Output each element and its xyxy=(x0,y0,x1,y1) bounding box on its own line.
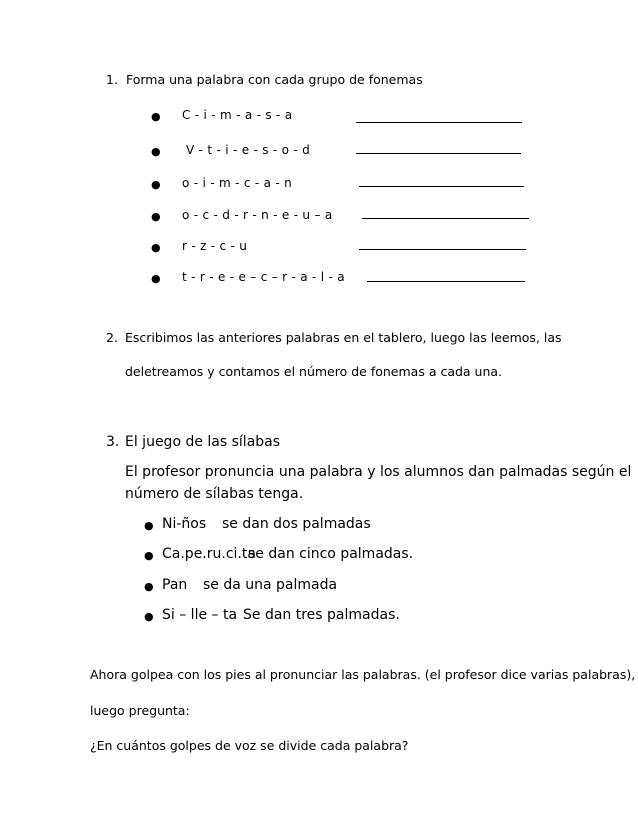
phoneme-group-2: V - t - i - e - s - o - d xyxy=(186,143,311,157)
answer-line-4 xyxy=(362,218,529,219)
footer-line1: Ahora golpea con los pies al pronunciar las palabras. (el profesor dice varias palabras), xyxy=(90,667,636,682)
section3-intro-line2: número de sílabas tenga. xyxy=(125,486,304,502)
example-desc-4: Se dan tres palmadas. xyxy=(243,607,400,623)
phoneme-group-3: o - i - m - c - a - n xyxy=(182,176,293,190)
section2-number: 2. xyxy=(106,330,118,345)
bullet-icon: ● xyxy=(151,272,161,285)
bullet-icon: ● xyxy=(151,210,161,223)
example-word-4: Si – lle – ta xyxy=(162,607,238,623)
bullet-icon: ● xyxy=(144,549,154,562)
phoneme-group-1: C - i - m - a - s - a xyxy=(182,108,293,122)
section1-number: 1. xyxy=(106,72,118,87)
example-word-2: Ca.pe.ru.ci.ta xyxy=(162,546,256,562)
bullet-icon: ● xyxy=(151,241,161,254)
section3-title: El juego de las sílabas xyxy=(125,434,281,450)
answer-line-6 xyxy=(367,281,525,282)
answer-line-3 xyxy=(359,186,524,187)
example-word-3: Pan xyxy=(162,577,188,593)
answer-line-2 xyxy=(356,153,521,154)
example-desc-1: se dan dos palmadas xyxy=(222,516,371,532)
example-desc-3: se da una palmada xyxy=(203,577,338,593)
bullet-icon: ● xyxy=(151,178,161,191)
footer-line3: ¿En cuántos golpes de voz se divide cada palabra? xyxy=(90,738,409,753)
bullet-icon: ● xyxy=(144,610,154,623)
phoneme-group-4: o - c - d - r - n - e - u – a xyxy=(182,208,333,222)
section3-number: 3. xyxy=(106,434,120,450)
example-word-1: Ni-ños xyxy=(162,516,207,532)
footer-line2: luego pregunta: xyxy=(90,703,190,718)
phoneme-group-5: r - z - c - u xyxy=(182,239,248,253)
answer-line-5 xyxy=(359,249,526,250)
bullet-icon: ● xyxy=(151,110,161,123)
bullet-icon: ● xyxy=(144,580,154,593)
example-desc-2: se dan cinco palmadas. xyxy=(248,546,414,562)
answer-line-1 xyxy=(356,122,522,123)
bullet-icon: ● xyxy=(151,145,161,158)
section3-intro-line1: El profesor pronuncia una palabra y los alumnos dan palmadas según el xyxy=(125,464,632,480)
section2-line2: deletreamos y contamos el número de fonemas a cada una. xyxy=(125,364,503,379)
section1-title: Forma una palabra con cada grupo de fonemas xyxy=(126,72,423,87)
section2-line1: Escribimos las anteriores palabras en el tablero, luego las leemos, las xyxy=(125,330,562,345)
bullet-icon: ● xyxy=(144,519,154,532)
phoneme-group-6: t - r - e - e – c – r - a - l - a xyxy=(182,270,345,284)
